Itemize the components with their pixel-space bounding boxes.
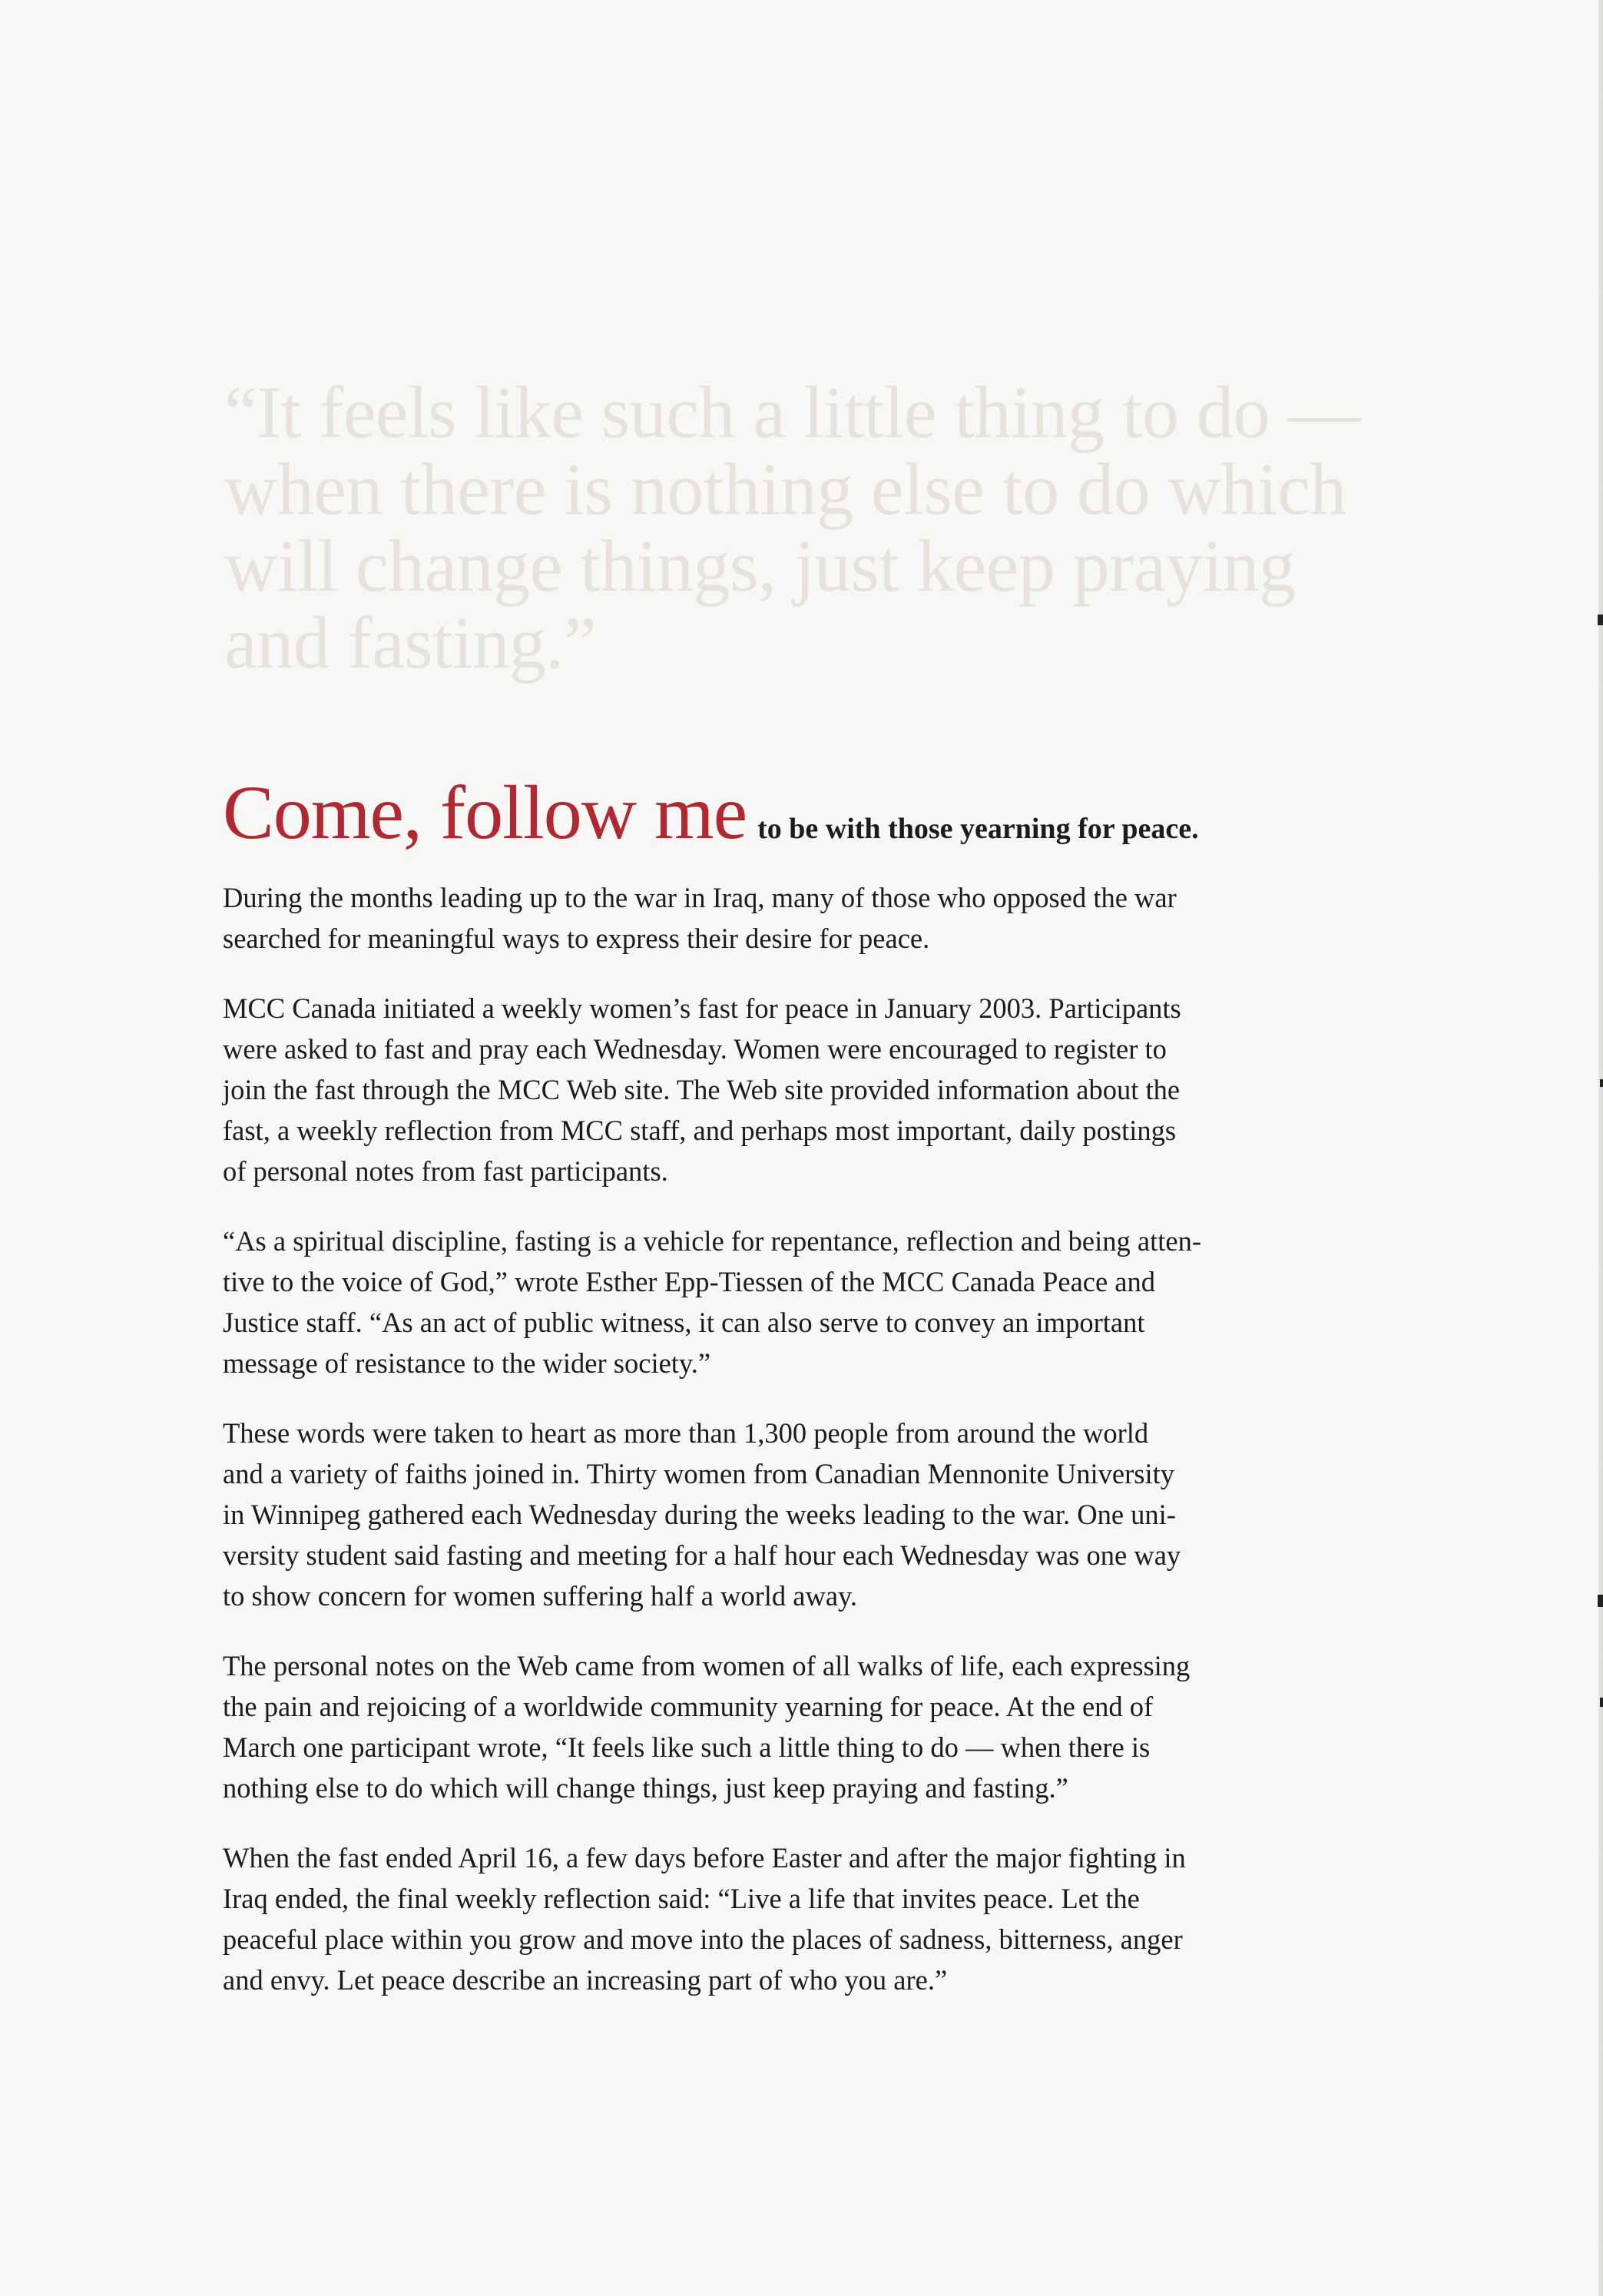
paragraph	[223, 1837, 1383, 2000]
paragraph-line: peaceful place within you grow and move into the places of sadness, bitterness, anger	[223, 1923, 1183, 1955]
pull-quote-line: will change things, just keep praying	[224, 525, 1296, 607]
scan-edge	[1598, 0, 1603, 2296]
article-body	[223, 877, 1383, 2029]
paragraph-line: and a variety of faiths joined in. Thirty women from Canadian Mennonite University	[223, 1458, 1175, 1489]
heading-title: Come, follow me	[223, 770, 747, 855]
paragraph-line: to show concern for women suffering half a world away.	[223, 1580, 858, 1612]
pull-quote-line: when there is nothing else to do which	[224, 448, 1346, 530]
paragraph-line: Iraq ended, the final weekly reflection said: “Live a life that invites peace. Let the	[223, 1883, 1140, 1914]
paragraph-line: in Winnipeg gathered each Wednesday during the weeks leading to the war. One uni-	[223, 1499, 1176, 1530]
scan-edge-mark	[1600, 1698, 1603, 1707]
paragraph-line: Justice staff. “As an act of public witness, it can also serve to convey an important	[223, 1307, 1145, 1338]
paragraph-line: searched for meaningful ways to express their desire for peace.	[223, 923, 930, 954]
paragraph-line: When the fast ended April 16, a few days before Easter and after the major fighting in	[223, 1842, 1186, 1874]
paragraph	[223, 1413, 1383, 1616]
scan-edge-mark	[1598, 615, 1603, 625]
pull-quote-line: “It feels like such a little thing to do —	[224, 371, 1361, 453]
paragraph-line: join the fast through the MCC Web site. The Web site provided information about the	[223, 1074, 1181, 1105]
pull-quote	[224, 371, 1415, 684]
paragraph	[223, 877, 1383, 959]
scan-edge-mark	[1600, 1079, 1603, 1087]
paragraph-line: message of resistance to the wider society.”	[223, 1347, 711, 1379]
paragraph	[223, 1645, 1383, 1808]
paragraph-line: The personal notes on the Web came from women of all walks of life, each expressing	[223, 1650, 1191, 1681]
section-heading	[223, 768, 1199, 856]
paragraph-line: “As a spiritual discipline, fasting is a vehicle for repentance, reflection and being atten-	[223, 1225, 1201, 1257]
paragraph-line: versity student said fasting and meeting for a half hour each Wednesday was one way	[223, 1539, 1181, 1571]
paragraph-line: MCC Canada initiated a weekly women’s fast for peace in January 2003. Participants	[223, 992, 1181, 1024]
paragraph-line: tive to the voice of God,” wrote Esther Epp-Tiessen of the MCC Canada Peace and	[223, 1266, 1155, 1297]
paragraph-line: These words were taken to heart as more than 1,300 people from around the world	[223, 1417, 1149, 1449]
paragraph-line: March one participant wrote, “It feels like such a little thing to do — when there is	[223, 1731, 1151, 1763]
paragraph-line: fast, a weekly reflection from MCC staff, and perhaps most important, daily postings	[223, 1115, 1177, 1146]
paragraph-line: During the months leading up to the war in Iraq, many of those who opposed the war	[223, 882, 1177, 913]
heading-subtitle: to be with those yearning for peace.	[757, 813, 1199, 845]
pull-quote-line: and fasting.”	[224, 601, 596, 684]
paragraph-line: nothing else to do which will change things, just keep praying and fasting.”	[223, 1772, 1068, 1804]
paragraph	[223, 1221, 1383, 1383]
paragraph-line: and envy. Let peace describe an increasing part of who you are.”	[223, 1964, 948, 1996]
scan-edge-mark	[1598, 1595, 1603, 1607]
paragraph-line: were asked to fast and pray each Wednesday. Women were encouraged to register to	[223, 1033, 1167, 1065]
paragraph-line: of personal notes from fast participants.	[223, 1155, 668, 1187]
paragraph-line: the pain and rejoicing of a worldwide community yearning for peace. At the end of	[223, 1691, 1154, 1722]
paragraph	[223, 988, 1383, 1191]
